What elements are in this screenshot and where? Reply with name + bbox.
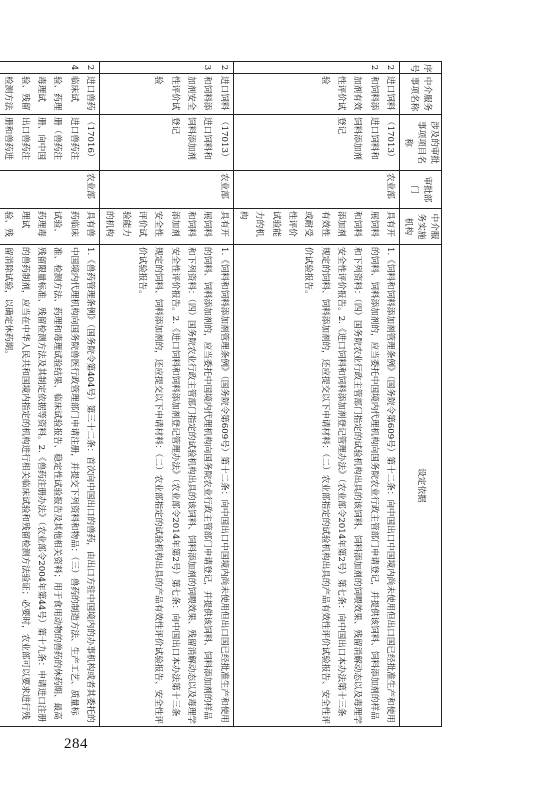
approval-table	[0, 61, 442, 727]
row-basis: 1.《兽药管理条例》（国务院令第404号）第三十二条：首次向中国出口的兽药，由出口方驻中国境内的办事机构或者其委托的中国境内代理机构向国务院兽医行政管理部门申请注册，并提交下列资料和物品：（三）兽药的制造方法、生产工艺、质量标准、检测方法、药理和毒理试验结果、临床试验报告、稳定性试验报告及其他相关资料；用于食用动物的兽药的休药期、最高残留限量标准、残留检测方法及其制定依据等资料。2.《兽药注册办法》（农业部令2004年第44号）第十九条：申请进口注册的兽药制剂，应当在中华人民共和国境内指定的机构进行相关临床试验和残留检测方法验证；必要时，农业部可以要求进行残留消除试验，以确定休药期。	[0, 245, 100, 727]
row-no: 22	[233, 62, 399, 74]
row-agency: 具有开展饲料和饲料添加剂安全性评价试验能力的机构	[100, 209, 234, 245]
row-approval-item: （17013）进口饲料和饲料添加剂登记	[100, 115, 234, 171]
header-org: 中介服务实施机构	[400, 209, 442, 245]
row-department: 农业部	[0, 171, 100, 209]
row-service-name: 进口兽药临床试验、药理毒理试验、残留检测方法	[0, 74, 100, 115]
row-no: 23	[100, 62, 234, 74]
table-row	[233, 62, 399, 727]
table-row	[0, 62, 100, 727]
header-dept: 审批部门	[400, 171, 442, 209]
page-number: 284	[64, 736, 88, 752]
row-basis: 1.《饲料和饲料添加剂管理条例》（国务院令第609号）第十二条：向中国出口中国境内尚未使用但出口国已经批准生产和使用的饲料、饲料添加剂的，应当委托中国境内代理机构向国务院农业行政主管部门申请登记，并提供该饲料、饲料添加剂的样品和下列资料：（四）国务院农业行政主管部门指定的试验机构出具的该饲料、饲料添加剂的饲喂效果、残留消解动态以及毒理学安全性评价报告。2.《进口饲料和饲料添加剂登记管理办法》（农业部令2014年第2号）第七条：向中国出口本办法第十三条规定的饲料、饲料添加剂的，还应提交以下申请材料：（二）农业部指定的试验机构出具的产品有效性评价试验报告、安全性评价试验报告。	[100, 245, 234, 727]
row-service-name: 进口饲料和饲料添加剂有效性评价试验	[233, 74, 399, 115]
header-item: 涉及的审批事项项目名称	[400, 115, 442, 171]
rotated-table-region	[3, 61, 442, 727]
row-approval-item: （17013）进口饲料和饲料添加剂登记	[233, 115, 399, 171]
row-agency: 具有兽药临床试验、药理毒理试验、残	[0, 209, 100, 245]
table-row	[100, 62, 234, 727]
row-department: 农业部	[100, 171, 234, 209]
row-agency: 具有开展饲料和饲料添加剂有效性或耐受性评价试验能力的机构	[233, 209, 399, 245]
header-name: 中介服务事项名称	[400, 74, 442, 115]
header-no: 序号	[400, 62, 442, 74]
table-header-row	[400, 62, 442, 727]
row-no: 24	[0, 62, 100, 74]
header-basis: 设定依据	[400, 245, 442, 727]
row-basis: 1.《饲料和饲料添加剂管理条例》（国务院令第609号）第十二条：向中国出口中国境内尚未使用但出口国已经批准生产和使用的饲料、饲料添加剂的，应当委托中国境内代理机构向国务院农业行政主管部门申请登记，并提供该饲料、饲料添加剂的样品和下列资料：（四）国务院农业行政主管部门指定的试验机构出具的该饲料、饲料添加剂的饲喂效果、残留消解动态以及毒理学安全性评价报告。2.《进口饲料和饲料添加剂登记管理办法》（农业部令2014年第2号）第七条：向中国出口本办法第十三条规定的饲料、饲料添加剂的，还应提交以下申请材料：（二）农业部指定的试验机构出具的产品有效性评价试验报告、安全性评价试验报告。	[233, 245, 399, 727]
row-department: 农业部	[233, 171, 399, 209]
row-approval-item: （17016）进口兽药注册（兽药注册、向中国出口兽药注册和兽药进	[0, 115, 100, 171]
row-service-name: 进口饲料和饲料添加剂安全性评价试验	[100, 74, 234, 115]
